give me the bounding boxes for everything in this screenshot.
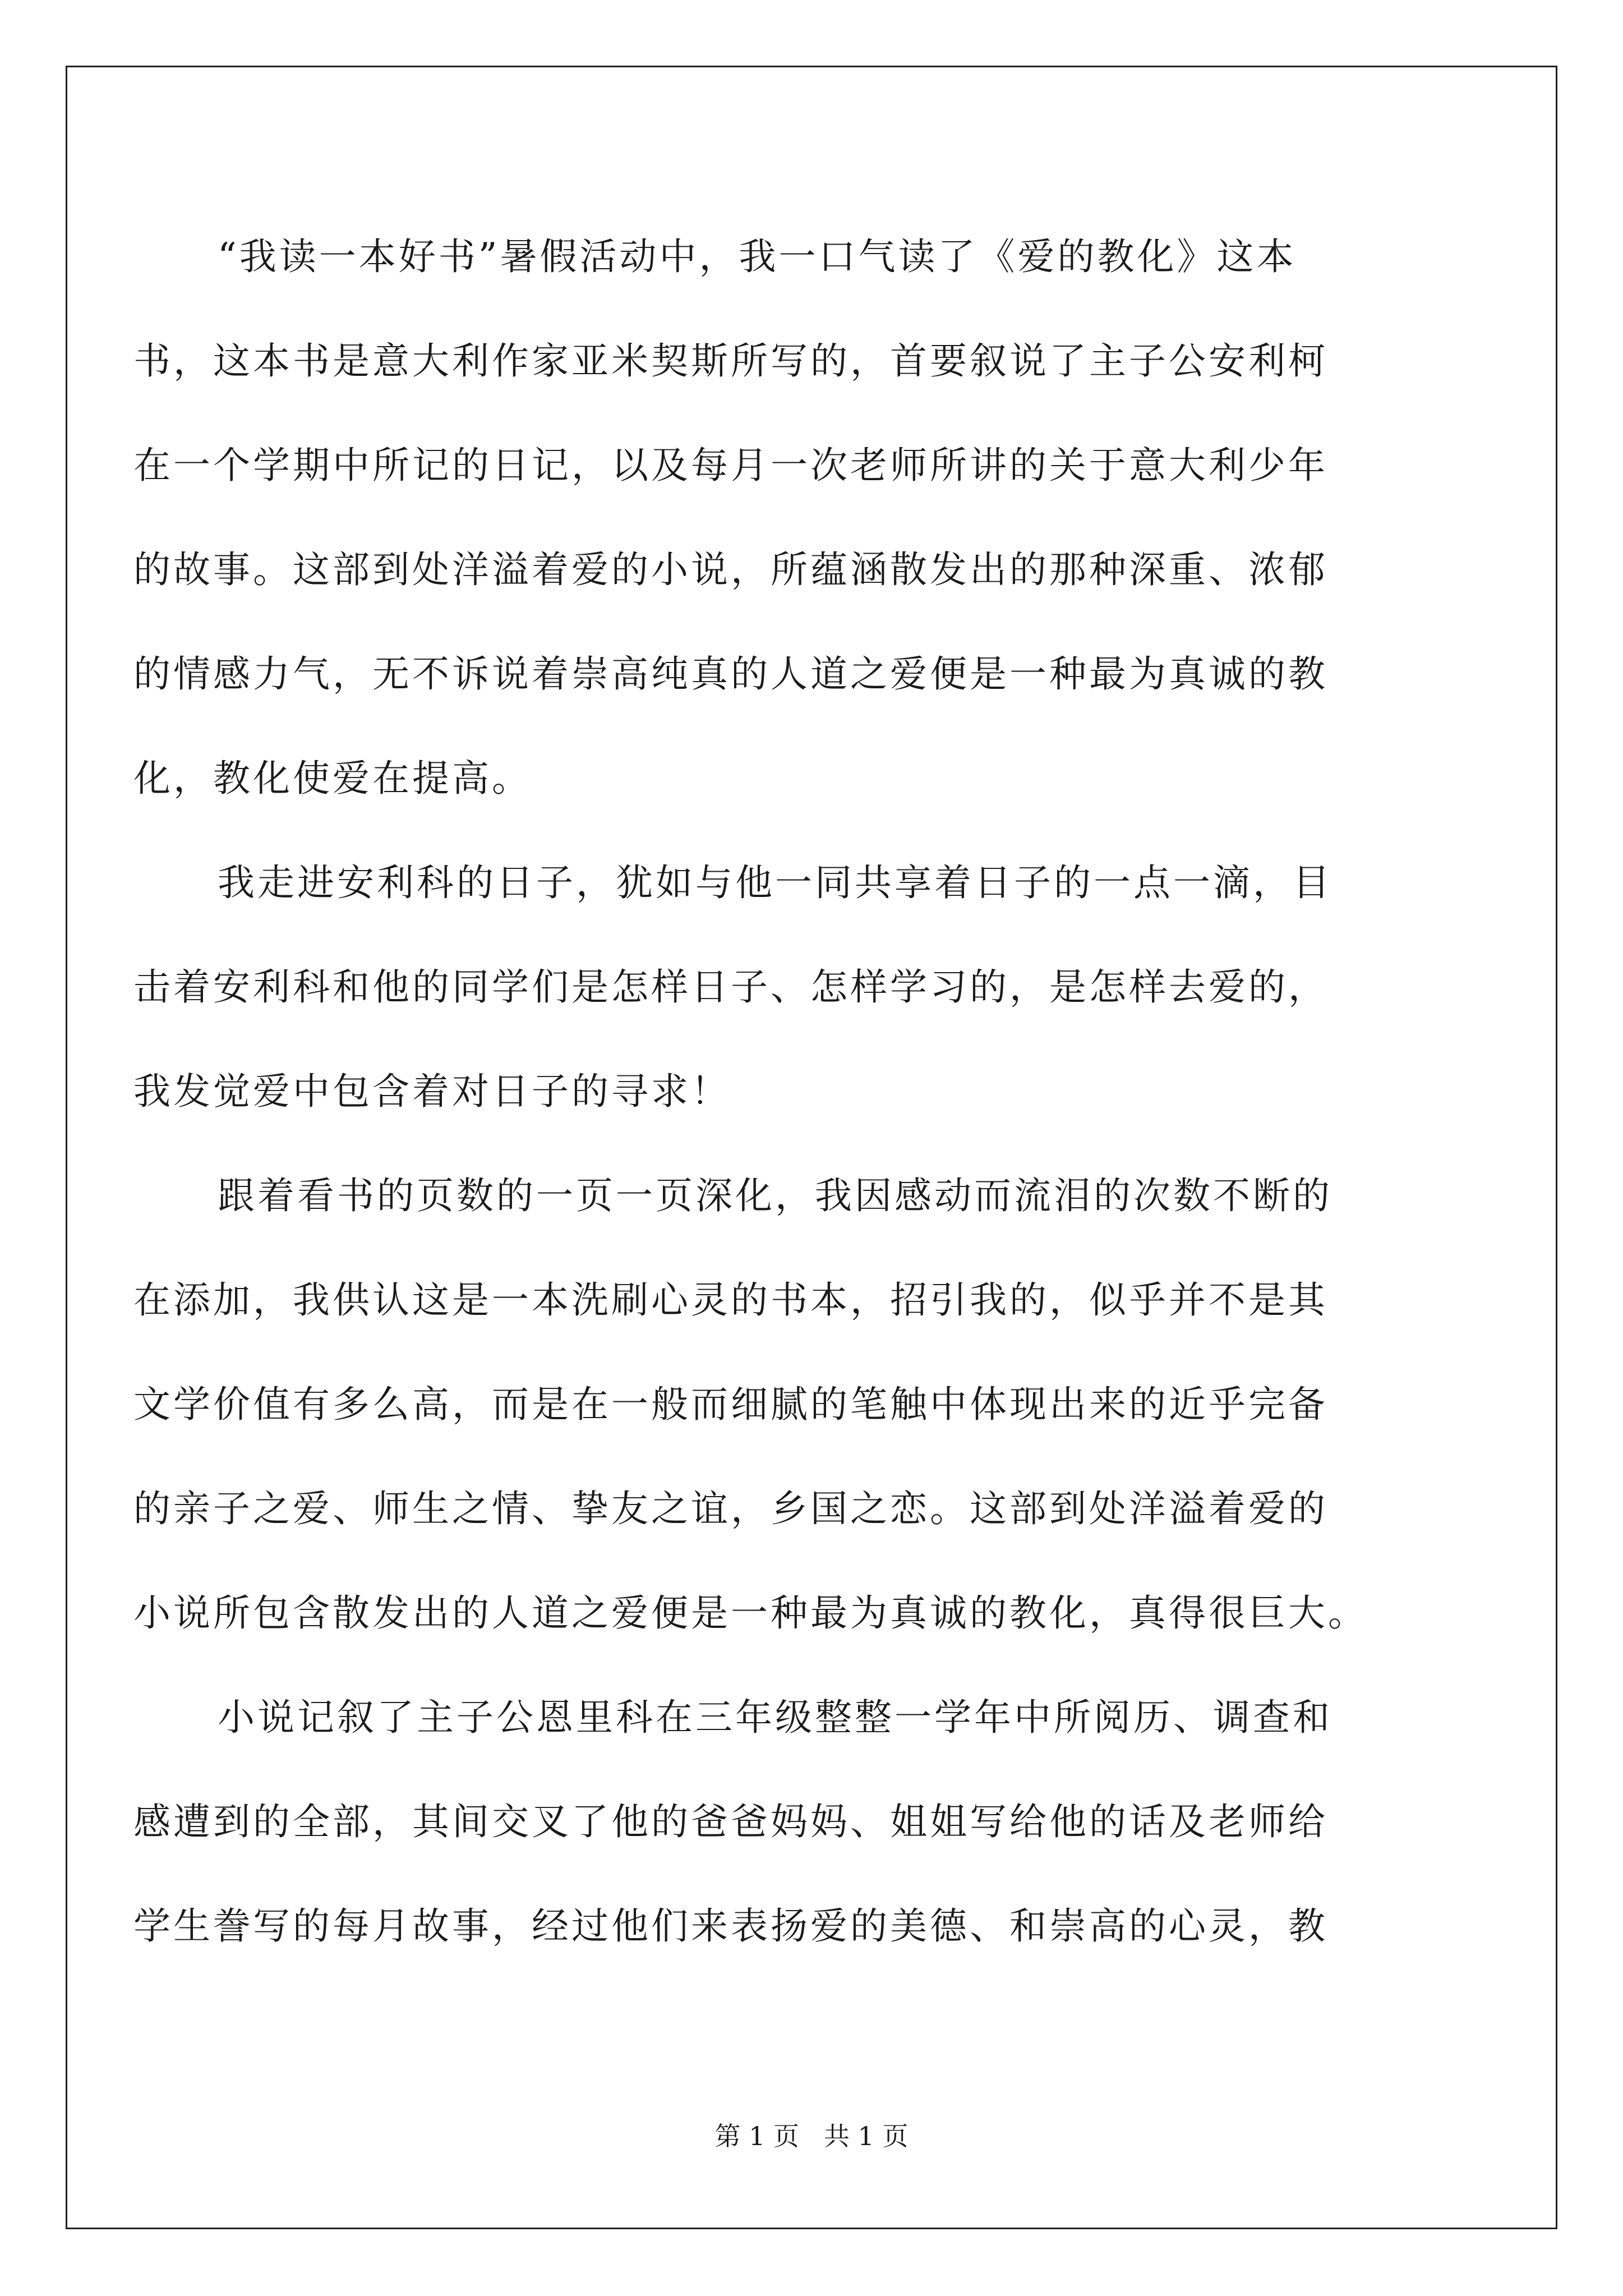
paragraph-line: 感遭到的全部，其间交叉了他的爸爸妈妈、姐姐写给他的话及老师给 (133, 1800, 1328, 1843)
paragraph-line: 我走进安利科的日子，犹如与他一同共享着日子的一点一滴，目 (218, 861, 1332, 904)
paragraph-line: 化，教化使爱在提高。 (133, 757, 532, 800)
paragraph-line: 我发觉爱中包含着对日子的寻求！ (133, 1070, 731, 1113)
paragraph-line: 击着安利科和他的同学们是怎样日子、怎样学习的，是怎样去爱的， (133, 965, 1328, 1009)
paragraph-line: 文学价值有多么高，而是在一般而细腻的笔触中体现出来的近乎完备 (133, 1383, 1328, 1426)
paragraph-line: 在一个学期中所记的日记，以及每月一次老师所讲的关于意大利少年 (133, 444, 1328, 487)
page-number: 第 1 页 (714, 2121, 800, 2151)
paragraph-line: 小说记叙了主子公恩里科在三年级整整一学年中所阅历、调查和 (218, 1696, 1332, 1739)
paragraph-line: 跟着看书的页数的一页一页深化，我因感动而流泪的次数不断的 (218, 1174, 1332, 1217)
paragraph-line: 书，这本书是意大利作家亚米契斯所写的，首要叙说了主子公安利柯 (133, 339, 1328, 383)
paragraph-line: 的故事。这部到处洋溢着爱的小说，所蕴涵散发出的那种深重、浓郁 (133, 548, 1328, 591)
document-body (133, 205, 1438, 1978)
page-footer (0, 2119, 1623, 2153)
paragraph-line: 的亲子之爱、师生之情、挚友之谊，乡国之恋。这部到处洋溢着爱的 (133, 1487, 1328, 1530)
paragraph-line: 在添加，我供认这是一本洗刷心灵的书本，招引我的，似乎并不是其 (133, 1278, 1328, 1322)
paragraph-line: “我读一本好书”暑假活动中，我一口气读了《爱的教化》这本 (218, 235, 1297, 278)
paragraph-line: 学生誊写的每月故事，经过他们来表扬爱的美德、和崇高的心灵，教 (133, 1904, 1328, 1948)
paragraph-line: 小说所包含散发出的人道之爱便是一种最为真诚的教化，真得很巨大。 (133, 1591, 1368, 1635)
paragraph-line: 的情感力气，无不诉说着崇高纯真的人道之爱便是一种最为真诚的教 (133, 652, 1328, 696)
page-total: 共 1 页 (823, 2121, 909, 2151)
